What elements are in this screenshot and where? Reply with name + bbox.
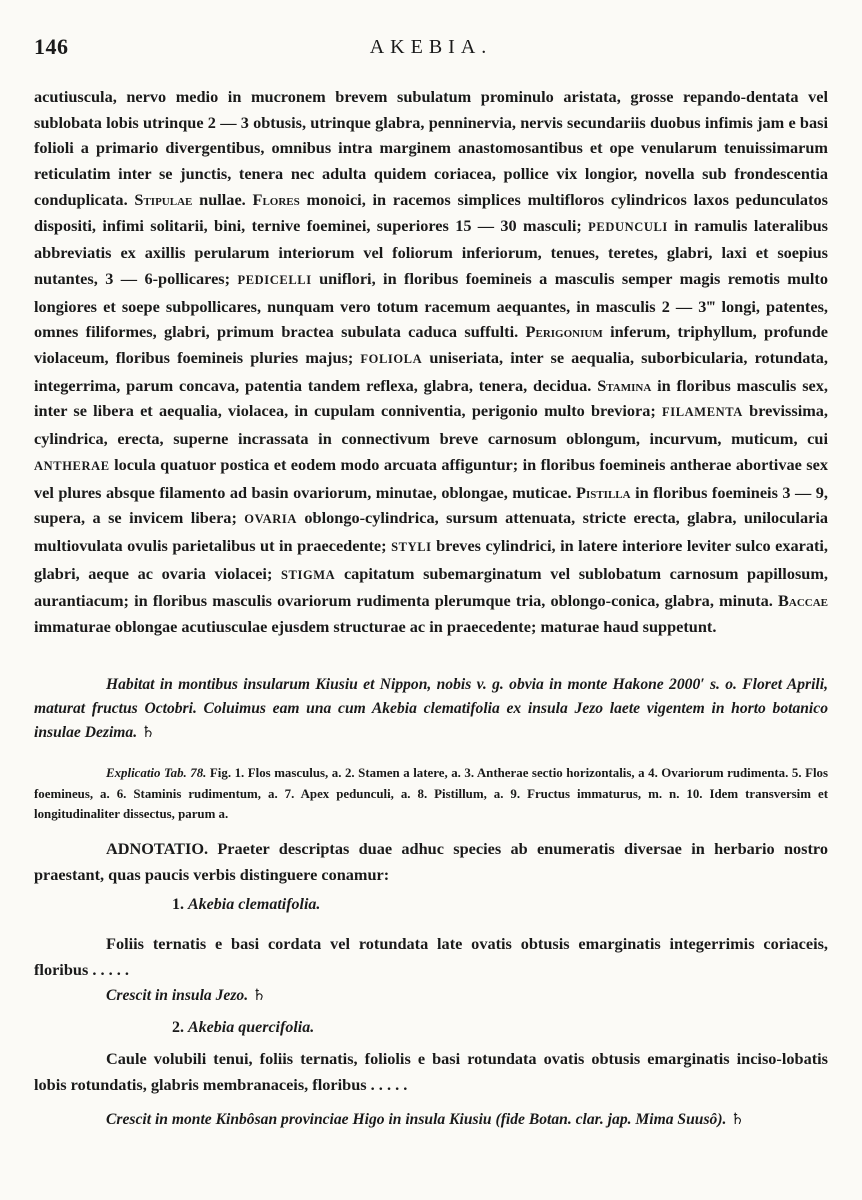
page-number: 146 [34,34,69,59]
stigma-label: STIGMA [281,567,336,582]
species-heading-1 [34,896,828,914]
adnotatio-paragraph: ADNOTATIO. Praeter descriptas duae adhuc species ab enumeratis diversae in herbario nostro praestant, quas paucis verbis distinguere conamur: [34,839,828,884]
perennial-symbol-icon: ♄ [252,987,266,1004]
desc-text-4: in ramulis lateralibus abbreviatis ex axillis perularum interiorum vel foliorum inferiorum, tenues, teretes, glabri, laxi et soepius nutantes, 3 — 6-pollicares; [34,215,829,288]
desc-text-15: immaturae oblongae acutiusculae ejusdem structurae ac in praecedente; maturae haud suppetunt. [34,617,717,637]
species-locality-2 [34,1107,828,1132]
stipulae-label: Stipulae [134,189,193,209]
flores-label: Flores [252,189,300,209]
species-crescit-2: Crescit in monte Kinbôsan provinciae Higo in insula Kiusiu (fide Botan. clar. jap. Mima Suusô). [106,1111,727,1128]
baccae-label: Baccae [778,591,828,611]
desc-text-9: brevissima, cylindrica, erecta, superne incrassata in connectivum breve carnosum oblongum, incurvum, muticum, cui [34,401,829,449]
antherae-label: ANTHERAE [34,458,110,473]
desc-text-13: breves cylindrici, in latere interiore leviter sulco exarati, glabri, aeque ac ovaria violacei; [34,535,828,583]
habitat-paragraph [34,673,828,745]
habitat-text: Habitat in montibus insularum Kiusiu et Nippon, nobis v. g. obvia in monte Hakone 2000′ s. o. Floret Aprili, maturat fructus Octobri. Coluimus eam una cum Akebia clematifolia ex insula Jezo laete vigentem in horto botanico insulae Dezima. [34,676,828,741]
perennial-symbol-icon: ♄ [730,1111,745,1128]
species-description-1: Foliis ternatis e basi cordata vel rotundata late ovatis obtusis emarginatis integerrimis coriaceis, floribus . . . . . [34,934,828,979]
ovaria-label: OVARIA [244,512,297,527]
pedicelli-label: PEDICELLI [237,272,312,287]
desc-text-1: acutiuscula, nervo medio in mucronem brevem subulatum prominulo aristata, grosse repando-dentata vel sublobata lobis utrinque 2 — 3 obtusis, utrinque glabra, penninervia, nervis secundariis duobus infimis jam e basi folioli a primario divergentibus, omnibus intra marginem anastomosantibus et ope venularum tenuissimarum reticulatim inter se junctis, tenera nec adulta quidem coriacea, pollice vix longior, novella sub frondescentia conduplicata. [34,87,828,209]
desc-text-14: capitatum subemarginatum vel sublobatum carnosum papillosum, aurantiacum; in floribus masculis ovariorum rudimenta plerumque tria, oblongo-conica, glabra, minuta. [34,563,828,611]
desc-text-12: oblongo-cylindrica, sursum attenuata, stricte erecta, glabra, unilocularia multiovulata ovulis parietalibus ut in praecedente; [34,508,828,555]
desc-text-5: uniflori, in floribus foemineis a masculis semper magis remotis multo longiores et soepe subpollicares, nunquam vero totum racemum aequantes, in masculis 2 — 3‴ longi, patentes, omnes filiformes, glabri, primum bractea subulata caduca suffulti. [34,268,828,342]
species-crescit-1: Crescit in insula Jezo. [106,987,249,1004]
pedunculi-label: PEDUNCULI [588,219,668,234]
filamenta-label: FILAMENTA [662,405,743,420]
species-number-2: 2. [172,1019,184,1036]
desc-text-3: monoici, in racemos simplices multifloros cylindricos laxos pedunculatos dispositi, infimi solitarii, bini, ternive foeminei, superiores 15 — 30 masculi; [34,189,828,235]
perigonium-label: Perigonium [525,322,603,342]
species-description-2: Caule volubili tenui, foliis ternatis, foliolis e basi rotundata ovatis obtusis emarginatis inciso-lobatis lobis rotundatis, glabris membranaceis, floribus . . . . . [34,1049,828,1094]
foliola-label: FOLIOLA [360,352,423,367]
pistilla-label: Pistilla [576,482,631,502]
desc-text-10: locula quatuor postica et eodem modo arcuata affiguntur; in floribus foemineis antherae abortivae sex vel plures absque filamento ad basin ovariorum, minutae, oblongae, muticae. [34,454,828,502]
desc-text-8: in floribus masculis sex, inter se libera et aequalia, violacea, in cupulam conniventia, perigonio multo breviora; [34,375,828,421]
plate-explanation-text: Fig. 1. Flos masculus, a. 2. Stamen a latere, a. 3. Antherae sectio horizontalis, a 4. Ovariorum rudimenta. 5. Flos foemineus, a. 6. Staminis rudimentum, a. 7. Apex pedunculi, a. 8. Pistillum, a. 9. Fructus immaturus, m. n. 10. Idem transversim et longitudinaliter dissectus, parum a. [34,766,828,821]
desc-text-2: nullae. [199,189,246,209]
desc-text-11: in floribus foemineis 3 — 9, supera, a se invicem libera; [34,482,828,528]
species-name-2: Akebia quercifolia. [188,1019,315,1036]
running-title: AKEBIA. [369,36,493,58]
page-header [34,34,828,60]
species-number-1: 1. [172,896,184,913]
plate-explanation [34,763,828,825]
perennial-symbol-icon: ♄ [141,724,155,741]
plate-explanation-lead: Explicatio Tab. 78. [106,766,207,780]
styli-label: STYLI [391,539,432,554]
stamina-label: Stamina [597,375,652,395]
species-locality-1 [34,983,828,1008]
desc-text-6: inferum, triphyllum, profunde violaceum, floribus foemineis pluries majus; [34,322,828,368]
species-name-1: Akebia clematifolia. [188,896,321,913]
species-description [34,84,828,640]
species-heading-2 [34,1019,828,1037]
desc-text-7: uniseriata, inter se aequalia, suborbicularia, rotundata, integerrima, parum concava, patentia tandem reflexa, glabra, tenera, decidua. [34,348,828,395]
